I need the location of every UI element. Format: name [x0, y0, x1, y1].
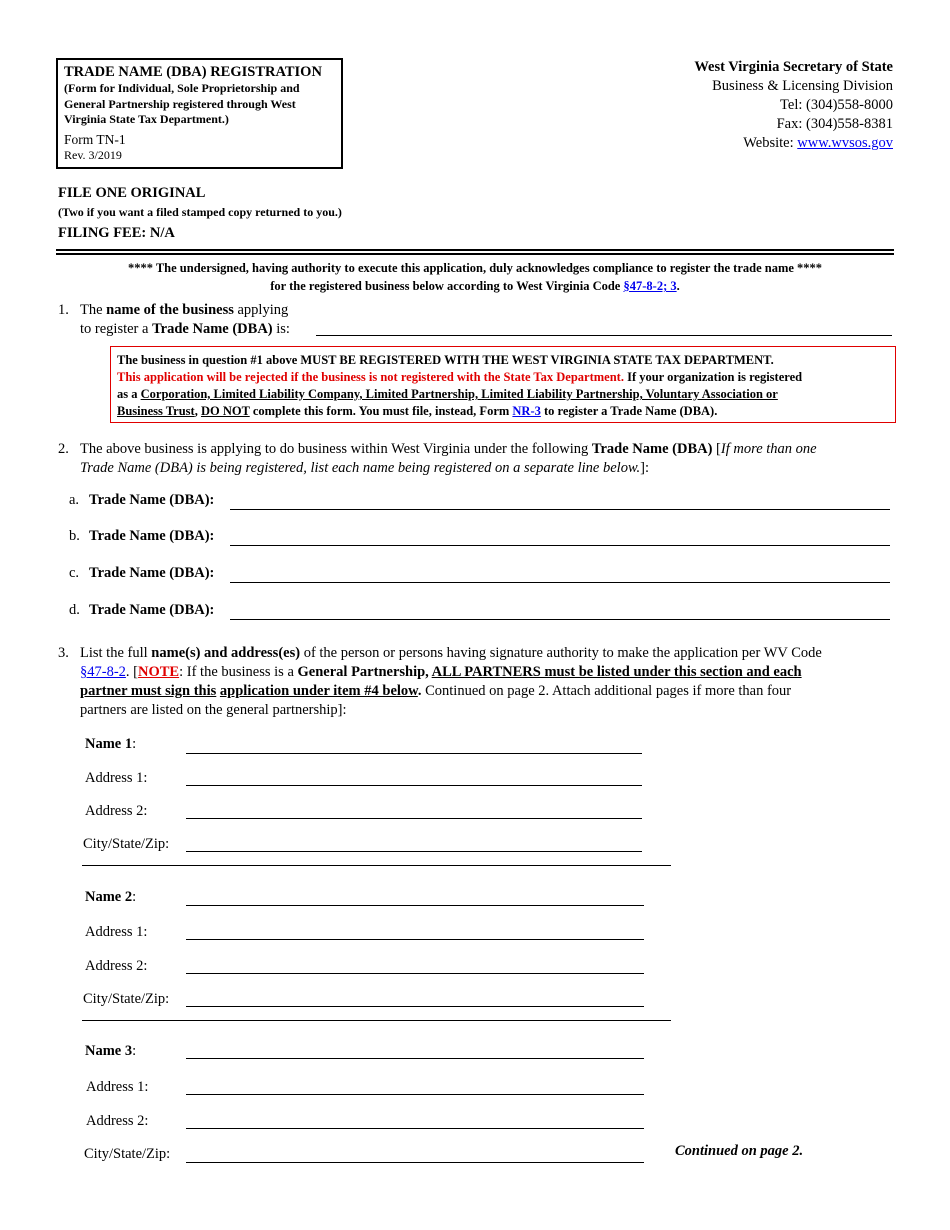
q3-l3e: Continued on page 2. Attach additional pages if more than four [421, 683, 792, 699]
q1-t3: applying [233, 302, 289, 318]
q1-t1: The [80, 302, 107, 318]
person-2-address-2-label: Address 2: [85, 958, 148, 974]
warning-line-3 [117, 386, 889, 403]
q1-text-line-1 [80, 301, 288, 320]
registration-warning-box [110, 346, 896, 423]
q1-t4: to register a [80, 321, 153, 337]
agency-website [694, 134, 893, 153]
q1-t2: name of the business [106, 302, 234, 318]
header-rule-top [56, 249, 894, 251]
warning-line-3-pre: as a [117, 387, 141, 401]
form-revision: Rev. 3/2019 [64, 147, 122, 162]
person-2-address-1-label: Address 1: [85, 924, 148, 940]
q3-l1b: name(s) and address(es) [151, 645, 301, 661]
q2-t1: The above business is applying to do business within West Virginia under the following [80, 441, 592, 457]
person-1-name-colon: : [132, 736, 137, 752]
person-3-address-1-label: Address 1: [86, 1079, 149, 1095]
continued-note: Continued on page 2. [675, 1143, 804, 1159]
person-1-name-text: Name 1 [85, 736, 133, 752]
person-1-address-2-field[interactable] [186, 818, 642, 819]
person-3-city-label: City/State/Zip: [84, 1146, 171, 1162]
person-3-name-field[interactable] [186, 1058, 644, 1059]
q3-text-line-4: partners are listed on the general partnership]: [80, 702, 347, 718]
warning-line-2 [117, 369, 889, 386]
agency-division: Business & Licensing Division [712, 78, 893, 94]
q3-text-line-1 [80, 644, 822, 663]
person-2-name-text: Name 2 [85, 889, 133, 905]
warning-line-4-end: to register a Trade Name (DBA). [540, 404, 718, 418]
q2-t2: Trade Name (DBA) [591, 441, 713, 457]
person-1-address-1-field[interactable] [186, 785, 642, 786]
trade-name-a-field[interactable] [230, 509, 890, 510]
q2-text-line-1 [80, 440, 817, 459]
notice-line-2-text: for the registered business below according to West Virginia Code [270, 279, 624, 293]
warning-rejection-text: This application will be rejected if the business is not registered with the State Tax Department. [117, 370, 624, 384]
warning-do-not: DO NOT [200, 404, 250, 418]
person-3-city-field[interactable] [186, 1162, 644, 1163]
notice-line-1: **** The undersigned, having authority to execute this application, duly acknowledges compliance to register the trade name **** [127, 261, 823, 275]
compliance-notice [56, 259, 894, 295]
q1-number: 1. [58, 302, 69, 318]
trade-name-d-label: Trade Name (DBA): [89, 602, 215, 618]
person-1-city-field[interactable] [186, 851, 642, 852]
person-2-city-label: City/State/Zip: [83, 991, 170, 1007]
person-2-name-field[interactable] [186, 905, 644, 906]
person-3-address-2-field[interactable] [186, 1128, 644, 1129]
form-number: Form TN-1 [64, 131, 126, 147]
agency-fax: Fax: (304)558-8381 [776, 116, 893, 132]
website-link[interactable]: www.wvsos.gov [797, 135, 893, 151]
trade-name-b-label: Trade Name (DBA): [89, 528, 215, 544]
q3-l3c: application under item #4 below [219, 683, 418, 699]
q3-l1c: of the person or persons having signature authority to make the application per WV Code [300, 645, 822, 661]
trade-name-c-label: Trade Name (DBA): [89, 565, 215, 581]
person-2-separator [82, 1020, 671, 1021]
trade-name-d-letter: d. [69, 602, 80, 618]
trade-name-b-field[interactable] [230, 545, 890, 546]
person-2-address-1-field[interactable] [186, 939, 644, 940]
q2-t4: If more than one [720, 441, 817, 457]
person-1-address-2-label: Address 2: [85, 803, 148, 819]
q3-note-label: NOTE [138, 664, 180, 680]
q2-t5: Trade Name (DBA) is being registered, list each name being registered on a separate line below. [80, 460, 641, 476]
person-1-name-label [85, 735, 136, 754]
q2-text-line-2 [80, 459, 649, 478]
warning-line-1: The business in question #1 above MUST BE REGISTERED WITH THE WEST VIRGINIA STATE TAX DEPARTMENT. [117, 353, 774, 367]
trade-name-a-letter: a. [69, 492, 80, 508]
business-name-field[interactable] [316, 335, 892, 336]
person-2-city-field[interactable] [186, 1006, 644, 1007]
q1-t6: is: [272, 321, 290, 337]
notice-line-2 [56, 277, 894, 295]
person-1-separator [82, 865, 671, 866]
q2-number: 2. [58, 441, 69, 457]
person-2-address-2-field[interactable] [186, 973, 644, 974]
trade-name-d-field[interactable] [230, 619, 890, 620]
person-3-name-colon: : [132, 1043, 137, 1059]
agency-name: West Virginia Secretary of State [694, 59, 893, 75]
person-2-name-label [85, 888, 136, 907]
q3-l3a: partner must sign this [80, 683, 217, 699]
trade-name-b-letter: b. [69, 528, 80, 544]
warning-line-4-text: complete this form. You must file, instead, Form [249, 404, 513, 418]
q3-l2b: : If the business is a [179, 664, 298, 680]
person-1-name-field[interactable] [186, 753, 642, 754]
warning-entity-types: Corporation, Limited Liability Company, Limited Partnership, Limited Liability Partnership, Voluntary Association or [140, 387, 778, 401]
copy-note: (Two if you want a filed stamped copy returned to you.) [58, 205, 342, 219]
agency-tel: Tel: (304)558-8000 [780, 97, 893, 113]
trade-name-a-label: Trade Name (DBA): [89, 492, 215, 508]
q3-l1a: List the full [80, 645, 152, 661]
wv-code-link[interactable]: §47-8-2; 3 [623, 279, 677, 293]
q2-t6: ]: [640, 460, 650, 476]
warning-business-trust: Business Trust [117, 404, 195, 418]
q3-l2a: . [ [125, 664, 139, 680]
form-subtitle: (Form for Individual, Sole Proprietorship and General Partnership registered through West Virginia State Tax Department.) [64, 81, 300, 126]
website-label: Website: [743, 135, 798, 151]
form-title-box [56, 58, 343, 169]
person-1-city-label: City/State/Zip: [83, 836, 170, 852]
form-title: TRADE NAME (DBA) REGISTRATION [64, 64, 322, 80]
warning-line-4-mid: , [194, 404, 201, 418]
filing-fee: FILING FEE: N/A [58, 225, 175, 241]
trade-name-c-letter: c. [69, 565, 80, 581]
q3-number: 3. [58, 645, 69, 661]
trade-name-c-field[interactable] [230, 582, 890, 583]
wv-code-47-8-2-link[interactable]: §47-8-2 [80, 664, 126, 680]
person-3-name-label [85, 1042, 136, 1061]
file-one-original: FILE ONE ORIGINAL [58, 185, 206, 201]
q3-text-line-3 [80, 682, 791, 701]
person-3-name-text: Name 3 [85, 1043, 133, 1059]
person-3-address-2-label: Address 2: [86, 1113, 149, 1129]
agency-contact-block [694, 58, 893, 153]
person-1-address-1-label: Address 1: [85, 770, 148, 786]
q1-t5: Trade Name (DBA) [152, 321, 273, 337]
q3-l2d: ALL PARTNERS must be listed under this section and each [431, 664, 802, 680]
header-rule-bottom [56, 253, 894, 255]
nr3-form-link[interactable]: NR-3 [512, 404, 541, 418]
q3-l2c: General Partnership, [297, 664, 432, 680]
person-2-name-colon: : [132, 889, 137, 905]
q3-text-line-2 [80, 663, 802, 682]
q2-t3: [ [712, 441, 721, 457]
person-3-address-1-field[interactable] [186, 1094, 644, 1095]
notice-line-2-end: . [676, 279, 680, 293]
q3-l3d: . [417, 683, 422, 699]
warning-line-4 [117, 403, 889, 420]
q1-text-line-2 [80, 320, 290, 339]
warning-line-2-text: If your organization is registered [623, 370, 803, 384]
